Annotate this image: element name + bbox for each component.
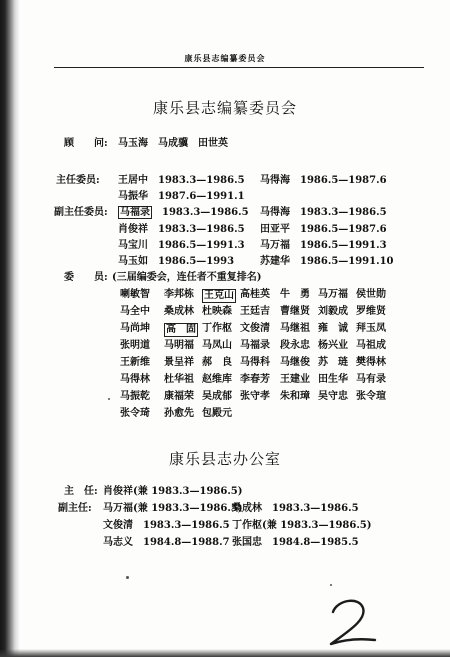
member-name: 赵维库 bbox=[202, 374, 232, 385]
office-vice-entry: 张国忠 1984.8—1985.5 bbox=[232, 537, 359, 548]
member-name: 樊得林 bbox=[356, 357, 386, 368]
member-name: 马祖成 bbox=[356, 340, 386, 351]
member-name: 拜玉凤 bbox=[356, 323, 386, 334]
member-name: 马尚坤 bbox=[120, 323, 150, 334]
member-name: 马继祖 bbox=[280, 323, 310, 334]
member-name: 杜华祖 bbox=[164, 374, 194, 385]
member-name: 朱和璋 bbox=[280, 391, 310, 402]
member-name: 马凤山 bbox=[202, 340, 232, 351]
members-label: 委 员: bbox=[64, 272, 108, 283]
vice-director-dates: 1983.3—1986.5 bbox=[162, 207, 249, 218]
member-name: 王建业 bbox=[280, 374, 310, 385]
member-name: 侯世勋 bbox=[356, 289, 386, 300]
vice-director-name: 马福录 bbox=[120, 207, 150, 218]
member-name: 马全中 bbox=[120, 306, 150, 317]
member-name: 高 固 bbox=[166, 324, 196, 335]
member-name: 雍 诚 bbox=[318, 323, 348, 334]
director-entry: 王居中 1983.3—1986.5 bbox=[118, 175, 245, 186]
office-title: 康乐县志办公室 bbox=[168, 450, 281, 468]
member-name: 郝 良 bbox=[202, 357, 232, 368]
member-name: 吴守忠 bbox=[318, 391, 348, 402]
member-name: 喇敏智 bbox=[120, 289, 150, 300]
vice-director-label: 副主任委员: bbox=[54, 207, 108, 218]
office-vice-entry: 马万福(兼 1983.3—1986.5) bbox=[103, 503, 243, 514]
office-vice-entry: 丁作枢(兼 1983.3—1986.5) bbox=[232, 520, 372, 531]
member-name: 马有录 bbox=[356, 374, 386, 385]
member-name: 李春芳 bbox=[240, 374, 270, 385]
member-name: 马得科 bbox=[240, 357, 270, 368]
member-name: 吴成郁 bbox=[202, 391, 232, 402]
member-name: 马得林 bbox=[120, 374, 150, 385]
member-name: 张明道 bbox=[120, 340, 150, 351]
member-name: 马明福 bbox=[164, 340, 194, 351]
member-name: 王克山 bbox=[204, 290, 234, 301]
member-name: 马振乾 bbox=[120, 391, 150, 402]
member-name: 李邦栋 bbox=[164, 289, 194, 300]
header-rule bbox=[54, 67, 424, 68]
office-vice-entry: 桑成林 1983.3—1986.5 bbox=[232, 503, 359, 514]
member-name: 段永忠 bbox=[280, 340, 310, 351]
director-entry: 马得海 1986.5—1987.6 bbox=[260, 175, 387, 186]
member-name: 刘毅成 bbox=[318, 306, 348, 317]
office-vice-entry: 文俊清 1983.3—1986.5 bbox=[103, 520, 230, 531]
member-name: 景呈祥 bbox=[164, 357, 194, 368]
vice-director-entry: 马玉如 1986.5—1993 bbox=[118, 256, 235, 267]
member-name: 马福录 bbox=[240, 340, 270, 351]
vice-director-entry: 马万福 1986.5—1991.3 bbox=[260, 240, 387, 251]
member-name: 孙愈先 bbox=[164, 408, 194, 419]
vice-director-entry: 肖俊祥 1983.3—1986.5 bbox=[118, 224, 245, 235]
committee-title: 康乐县志编纂委员会 bbox=[152, 99, 297, 117]
member-name: 罗维贤 bbox=[356, 306, 386, 317]
member-name: 高桂英 bbox=[240, 289, 270, 300]
member-name: 杜映森 bbox=[202, 306, 232, 317]
handwritten-page-number bbox=[325, 596, 379, 648]
member-name: 牛 勇 bbox=[280, 289, 310, 300]
member-name: 桑成林 bbox=[164, 306, 194, 317]
member-name: 马继俊 bbox=[280, 357, 310, 368]
scan-speck bbox=[126, 576, 129, 579]
vice-director-entry: 田亚平 1986.5—1987.6 bbox=[260, 224, 387, 235]
member-name: 康福荣 bbox=[164, 391, 194, 402]
scan-speck bbox=[108, 398, 110, 400]
director-entry: 马振华 1987.6—1991.1 bbox=[118, 191, 245, 202]
office-vice-entry: 马志义 1984.8—1988.7 bbox=[103, 537, 230, 548]
member-name: 王廷吉 bbox=[240, 306, 270, 317]
member-name: 丁作枢 bbox=[202, 323, 232, 334]
member-name: 王新维 bbox=[120, 357, 150, 368]
member-name: 苏 琏 bbox=[318, 357, 348, 368]
member-name: 马万福 bbox=[318, 289, 348, 300]
vice-director-entry: 苏建华 1986.5—1991.10 bbox=[260, 256, 394, 267]
member-name: 杨兴业 bbox=[318, 340, 348, 351]
vice-director-entry: 马宝川 1986.5—1991.3 bbox=[118, 240, 245, 251]
scan-bottom-shadow bbox=[0, 649, 450, 657]
member-name: 文俊清 bbox=[240, 323, 270, 334]
running-head: 康乐县志编纂委员会 bbox=[184, 53, 266, 63]
members-note: (三届编委会，连任者不重复排名) bbox=[112, 272, 262, 283]
scan-speck bbox=[330, 584, 332, 586]
member-name: 包殿元 bbox=[202, 408, 232, 419]
office-director-label: 主 任: bbox=[64, 486, 98, 497]
member-name: 田生华 bbox=[318, 374, 348, 385]
vice-director-entry: 马得海 1983.3—1986.5 bbox=[260, 207, 387, 218]
member-name: 曹继贤 bbox=[280, 306, 310, 317]
vice-director-entry bbox=[118, 207, 249, 219]
director-label: 主任委员: bbox=[56, 175, 100, 186]
office-vice-label: 副主任: bbox=[58, 503, 92, 514]
member-name: 张令瑄 bbox=[356, 391, 386, 402]
advisor-names: 马玉海 马成骥 田世英 bbox=[118, 138, 228, 149]
office-director-entry: 肖俊祥(兼 1983.3—1986.5) bbox=[103, 486, 243, 497]
member-name: 张守孝 bbox=[240, 391, 270, 402]
member-name: 张令琦 bbox=[120, 408, 150, 419]
advisor-label: 顾 问: bbox=[64, 138, 108, 149]
